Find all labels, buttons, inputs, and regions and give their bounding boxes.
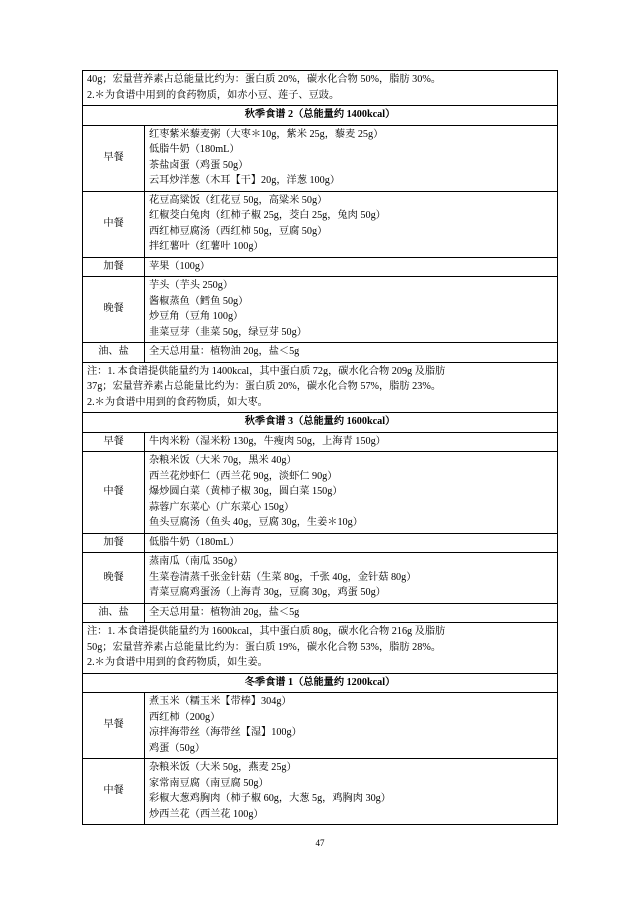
continuation-line-1: 40g；宏量营养素占总能量比约为：蛋白质 20%，碳水化合物 50%，脂肪 30%。 bbox=[87, 74, 442, 85]
meal-item: 西红柿（200g） bbox=[149, 711, 221, 723]
note-line: 37g；宏量营养素占总能量比约为：蛋白质 20%，碳水化合物 57%，脂肪 23%。 bbox=[87, 381, 442, 392]
meal-items bbox=[145, 533, 558, 553]
meal-item: 茶盐卤蛋（鸡蛋 50g） bbox=[149, 159, 249, 171]
table-row bbox=[83, 191, 558, 257]
meal-label-lunch: 中餐 bbox=[83, 452, 145, 534]
meal-label-oil-salt: 油、盐 bbox=[83, 603, 145, 623]
meal-label-dinner: 晚餐 bbox=[83, 277, 145, 343]
meal-label-oil-salt: 油、盐 bbox=[83, 343, 145, 363]
meal-item: 杂粮米饭（大米 50g，燕麦 25g） bbox=[149, 762, 297, 773]
meal-item: 煮玉米（糯玉米【带棒】304g） bbox=[149, 696, 292, 707]
table-row bbox=[83, 106, 558, 126]
continuation-text bbox=[83, 71, 558, 106]
table-row bbox=[83, 673, 558, 693]
meal-items bbox=[145, 125, 558, 191]
section-title-autumn-2: 秋季食谱 2（总能量约 1400kcal） bbox=[83, 106, 558, 126]
meal-item: 全天总用量：植物油 20g，盐＜5g bbox=[149, 606, 300, 618]
meal-item: 低脂牛奶（180mL） bbox=[149, 144, 240, 155]
meal-item: 低脂牛奶（180mL） bbox=[149, 536, 240, 548]
meal-label-breakfast: 早餐 bbox=[83, 693, 145, 759]
meal-item: 牛肉米粉（湿米粉 130g，牛瘦肉 50g，上海青 150g） bbox=[149, 435, 386, 447]
note-line: 注：1. 本食谱提供能量约为 1400kcal，其中蛋白质 72g，碳水化合物 209g 及脂肪 bbox=[87, 365, 446, 377]
table-row bbox=[83, 603, 558, 623]
meal-item: 青菜豆腐鸡蛋汤（上海青 30g，豆腐 30g，鸡蛋 50g） bbox=[149, 587, 386, 598]
meal-items bbox=[145, 191, 558, 257]
meal-item: 生菜卷清蒸千张金针菇（生菜 80g，千张 40g，金针菇 80g） bbox=[149, 571, 417, 583]
meal-item: 全天总用量：植物油 20g，盐＜5g bbox=[149, 346, 300, 357]
meal-items bbox=[145, 277, 558, 343]
meal-items bbox=[145, 432, 558, 452]
table-row bbox=[83, 432, 558, 452]
table-row bbox=[83, 362, 558, 413]
meal-items bbox=[145, 452, 558, 534]
meal-item: 家常南豆腐（南豆腐 50g） bbox=[149, 777, 269, 789]
table-row bbox=[83, 533, 558, 553]
table-row bbox=[83, 343, 558, 363]
table-row bbox=[83, 125, 558, 191]
table-row bbox=[83, 257, 558, 277]
meal-item: 爆炒圆白菜（黄柿子椒 30g，圆白菜 150g） bbox=[149, 486, 343, 497]
meal-item: 杂粮米饭（大米 70g，黑米 40g） bbox=[149, 455, 297, 466]
table-row bbox=[83, 277, 558, 343]
meal-item: 炒西兰花（西兰花 100g） bbox=[149, 808, 264, 820]
meal-item: 鱼头豆腐汤（鱼头 40g，豆腐 30g，生姜＊10g） bbox=[149, 517, 363, 528]
table-row bbox=[83, 623, 558, 674]
meal-label-snack: 加餐 bbox=[83, 533, 145, 553]
section-note-autumn-3 bbox=[83, 623, 558, 674]
meal-label-snack: 加餐 bbox=[83, 257, 145, 277]
table-row bbox=[83, 71, 558, 106]
continuation-line-2: 2.＊为食谱中用到的食药物质，如赤小豆、莲子、豆豉。 bbox=[87, 89, 340, 101]
section-note-autumn-2 bbox=[83, 362, 558, 413]
meal-items bbox=[145, 553, 558, 604]
meal-item: 凉拌海带丝（海带丝【湿】100g） bbox=[149, 727, 302, 738]
meal-item: 苹果（100g） bbox=[149, 260, 211, 272]
table-row bbox=[83, 759, 558, 825]
meal-items bbox=[145, 759, 558, 825]
table-row bbox=[83, 553, 558, 604]
meal-item: 炒豆角（豆角 100g） bbox=[149, 311, 244, 322]
meal-item: 蒸南瓜（南瓜 350g） bbox=[149, 556, 244, 567]
page-number: 47 bbox=[315, 838, 325, 848]
note-line: 2.＊为食谱中用到的食药物质，如生姜。 bbox=[87, 657, 268, 668]
meal-item: 花豆高粱饭（红花豆 50g，高粱米 50g） bbox=[149, 194, 328, 206]
section-title-autumn-3: 秋季食谱 3（总能量约 1600kcal） bbox=[83, 413, 558, 433]
meal-items bbox=[145, 693, 558, 759]
table-body bbox=[83, 71, 558, 825]
meal-items bbox=[145, 343, 558, 363]
meal-item: 鸡蛋（50g） bbox=[149, 742, 206, 754]
meal-item: 韭菜豆芽（韭菜 50g，绿豆芽 50g） bbox=[149, 326, 307, 338]
section-title-winter-1: 冬季食谱 1（总能量约 1200kcal） bbox=[83, 673, 558, 693]
meal-item: 西兰花炒虾仁（西兰花 90g，淡虾仁 90g） bbox=[149, 470, 338, 482]
meal-item: 西红柿豆腐汤（西红柿 50g，豆腐 50g） bbox=[149, 225, 328, 237]
meal-label-breakfast: 早餐 bbox=[83, 432, 145, 452]
table-row bbox=[83, 452, 558, 534]
meal-items bbox=[145, 603, 558, 623]
meal-item: 彩椒大葱鸡胸肉（柿子椒 60g，大葱 5g，鸡胸肉 30g） bbox=[149, 793, 391, 804]
nutrition-table bbox=[82, 70, 558, 825]
meal-item: 拌红薯叶（红薯叶 100g） bbox=[149, 241, 264, 252]
meal-item: 红椒茭白兔肉（红柿子椒 25g，茭白 25g，兔肉 50g） bbox=[149, 210, 386, 221]
meal-label-lunch: 中餐 bbox=[83, 759, 145, 825]
meal-items bbox=[145, 257, 558, 277]
meal-item: 芋头（芋头 250g） bbox=[149, 280, 234, 291]
meal-item: 蒜蓉广东菜心（广东菜心 150g） bbox=[149, 501, 295, 513]
table-row bbox=[83, 413, 558, 433]
table-row bbox=[83, 693, 558, 759]
meal-label-lunch: 中餐 bbox=[83, 191, 145, 257]
meal-item: 云耳炒洋葱（木耳【干】20g，洋葱 100g） bbox=[149, 175, 341, 186]
note-line: 注：1. 本食谱提供能量约为 1600kcal，其中蛋白质 80g，碳水化合物 216g 及脂肪 bbox=[87, 626, 446, 637]
note-line: 50g；宏量营养素占总能量比约为：蛋白质 19%，碳水化合物 53%，脂肪 28%。 bbox=[87, 641, 442, 653]
meal-label-breakfast: 早餐 bbox=[83, 125, 145, 191]
note-line: 2.＊为食谱中用到的食药物质，如大枣。 bbox=[87, 396, 268, 408]
meal-label-dinner: 晚餐 bbox=[83, 553, 145, 604]
meal-item: 红枣紫米藜麦粥（大枣＊10g，紫米 25g，藜麦 25g） bbox=[149, 128, 384, 140]
meal-item: 酱椒蒸鱼（鳕鱼 50g） bbox=[149, 295, 249, 307]
